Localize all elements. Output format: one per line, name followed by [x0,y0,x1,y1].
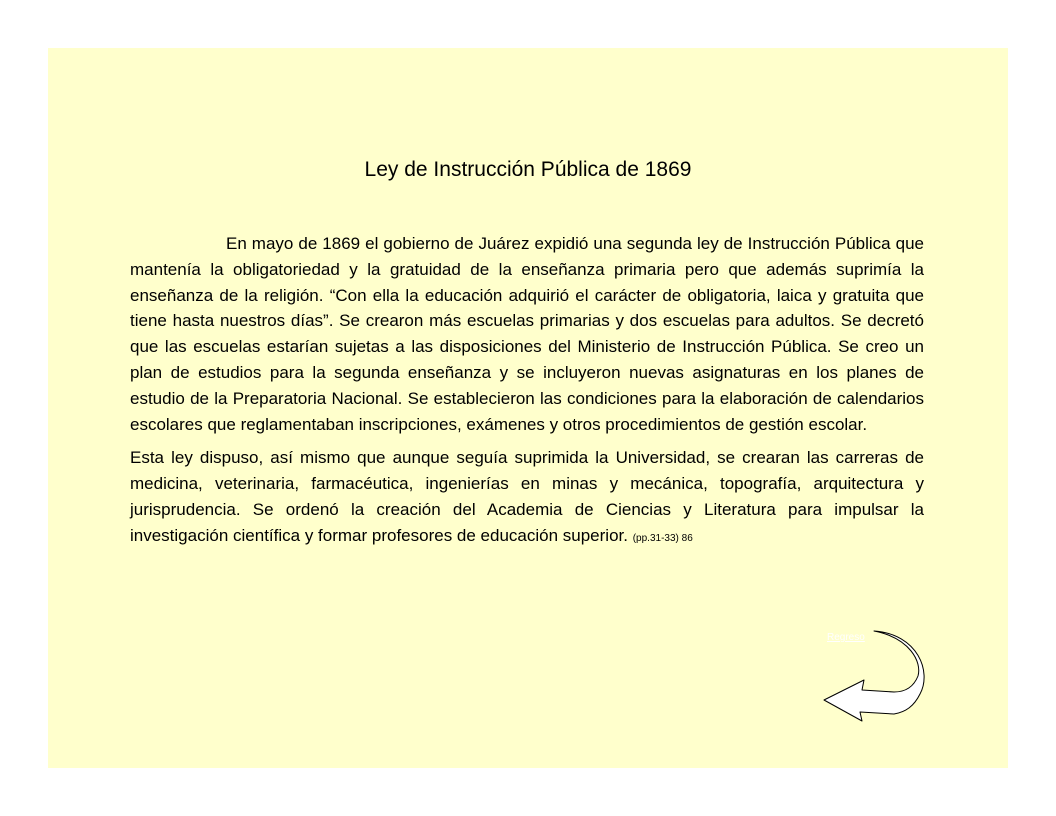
back-arrow-icon[interactable] [822,630,926,722]
citation: (pp.31-33) 86 [632,532,693,544]
page-title: Ley de Instrucción Pública de 1869 [364,158,692,181]
slide [48,48,1008,768]
body-text [130,231,924,552]
paragraph-1: En mayo de 1869 el gobierno de Juárez expidió una segunda ley de Instrucción Pública que mantenía la obligatoriedad y la gratuidad de la enseñanza primaria pero que además suprimía la enseñanza de la religión. “Con ella la educación adquirió el carácter de obligatoria, laica y gratuita que tiene hasta nuestros días”. Se crearon más escuelas primarias y dos escuelas para adultos. Se decretó que las escuelas estarían sujetas a las disposiciones del Ministerio de Instrucción Pública. Se creo un plan de estudios para la segunda enseñanza y se incluyeron nuevas asignaturas en los planes de estudio de la Preparatoria Nacional. Se establecieron las condiciones para la elaboración de calendarios escolares que reglamentaban inscripciones, exámenes y otros procedimientos de gestión escolar. [130,234,924,434]
back-link[interactable]: Regreso [827,632,865,643]
paragraph-2-text: Esta ley dispuso, así mismo que aunque seguía suprimida la Universidad, se crearan las carreras de medicina, veterinaria, farmacéutica, ingenierías en minas y mecánica, topografía, arquitectura y jurisprudencia. Se ordenó la creación del Academia de Ciencias y Literatura para impulsar la investigación científica y formar profesores de educación superior. [130,448,924,545]
paragraph-2 [130,445,924,551]
